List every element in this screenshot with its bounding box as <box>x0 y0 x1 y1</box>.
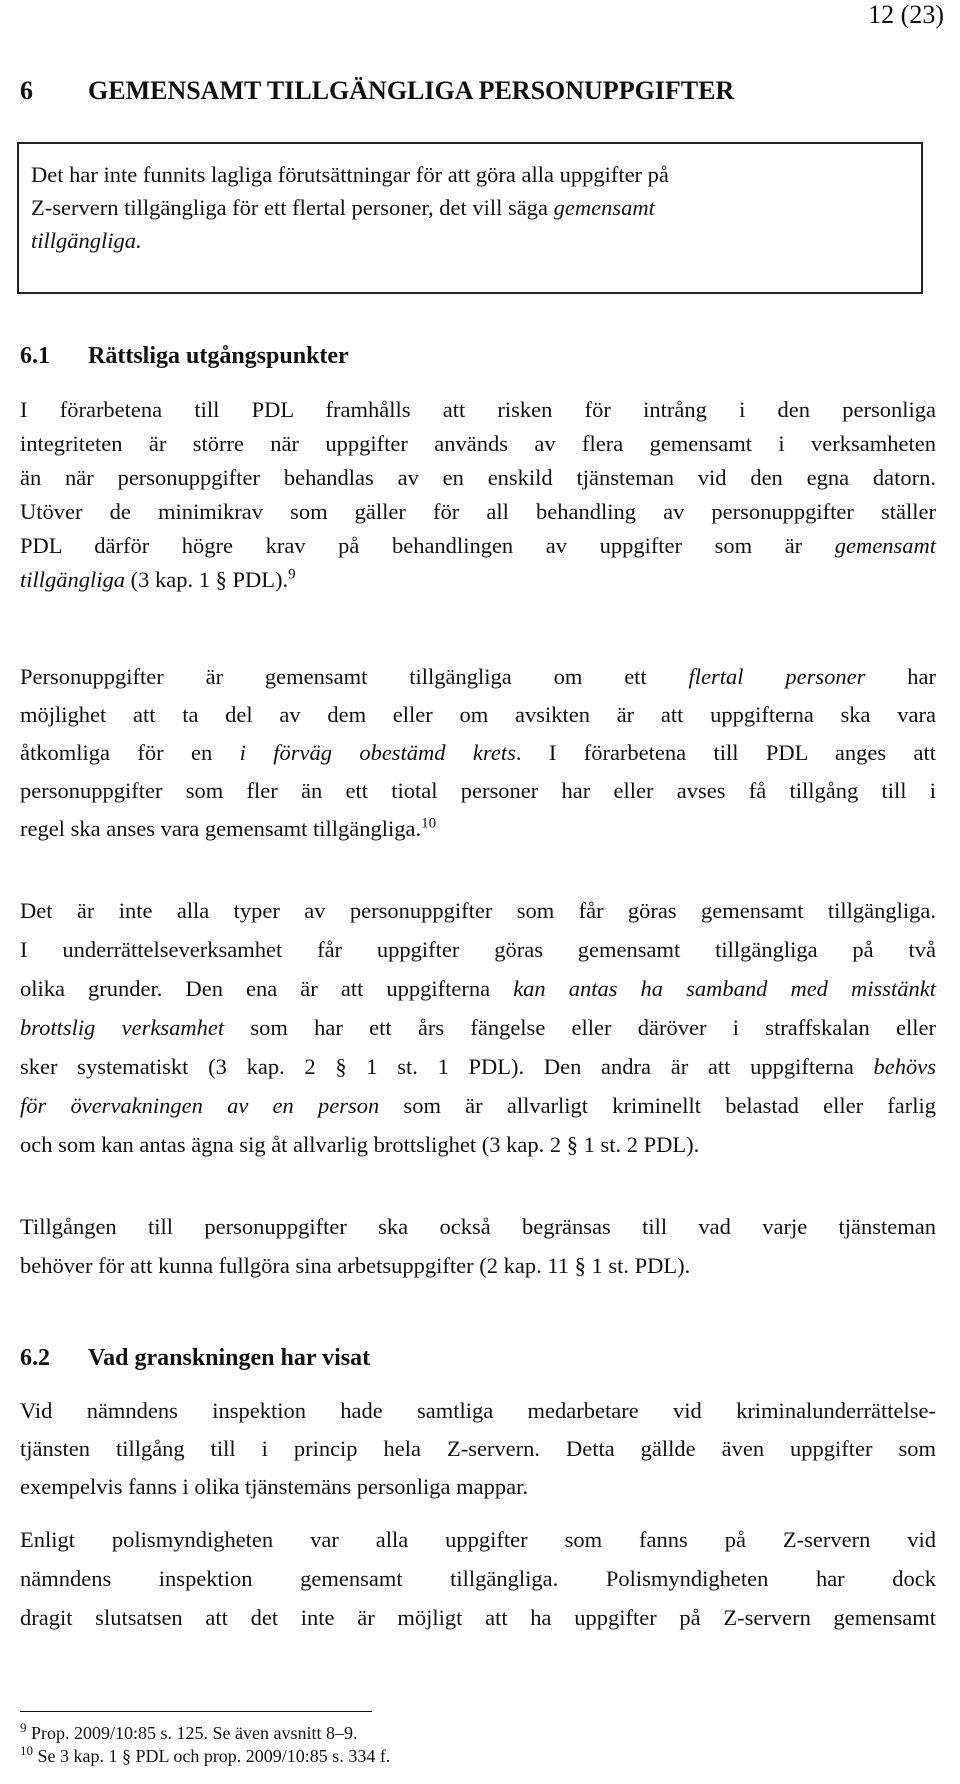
text-line <box>20 1086 936 1125</box>
text: som är allvarligt kriminellt belastad eller farlig <box>379 1093 937 1118</box>
text: PDL därför högre krav på behandlingen av uppgifter som är <box>20 533 835 558</box>
text-line: tjänsten tillgång till i princip hela Z-servern. Detta gällde även uppgifter som <box>20 1436 936 1461</box>
text-line <box>20 734 936 772</box>
text-line: behöver för att kunna fullgöra sina arbetsuppgifter (2 kap. 11 § 1 st. PDL). <box>20 1253 691 1278</box>
emphasis: i förväg obestämd krets <box>239 740 516 765</box>
section-title: Rättsliga utgångspunkter <box>88 343 349 369</box>
text-line <box>20 810 936 848</box>
footnote-text: Prop. 2009/10:85 s. 125. Se även avsnitt 8–9. <box>26 1723 358 1743</box>
emphasis: kan antas ha samband med misstänkt <box>513 976 936 1001</box>
emphasis: gemensamt <box>834 533 936 558</box>
emphasis: behövs <box>873 1054 936 1079</box>
text-line: I förarbetena till PDL framhålls att risken för intrång i den personliga <box>20 397 936 422</box>
chapter-number: 6 <box>20 76 33 105</box>
footnotes <box>20 1722 940 1768</box>
paragraph-definition <box>20 658 936 848</box>
text-line <box>20 658 936 696</box>
text-line: Tillgången till personuppgifter ska också begränsas till vad varje tjänsteman <box>20 1214 936 1239</box>
emphasis: tillgängliga <box>20 567 126 592</box>
chapter-heading <box>20 74 940 108</box>
text: som har ett års fängelse eller däröver i straffskalan eller <box>224 1015 936 1040</box>
text-line: integriteten är större när uppgifter används av flera gemensamt i verksamheten <box>20 431 936 456</box>
page-number: 12 (23) <box>868 0 944 29</box>
text-line: dragit slutsatsen att det inte är möjligt att ha uppgifter på Z-servern gemensamt <box>20 1605 936 1630</box>
section-number: 6.2 <box>20 1345 50 1371</box>
footnote-marker: 10 <box>20 1743 33 1758</box>
text-line: Vid nämndens inspektion hade samtliga medarbetare vid kriminalunderrättelse- <box>20 1398 936 1423</box>
text-line: Utöver de minimikrav som gäller för all behandling av personuppgifter ställer <box>20 499 936 524</box>
text: sker systematiskt (3 kap. 2 § 1 st. 1 PDL). Den andra är att uppgifterna <box>20 1054 874 1079</box>
text-line: personuppgifter som fler än ett tiotal personer har eller avses få tillgång till i <box>20 778 936 803</box>
text: Personuppgifter är gemensamt tillgängliga om ett <box>20 664 689 689</box>
text: (3 kap. 1 § PDL). <box>125 567 289 592</box>
section-heading-6-2 <box>20 1342 940 1374</box>
summary-line <box>31 191 909 224</box>
text-line <box>20 1008 936 1047</box>
summary-emphasis: gemensamt <box>553 195 655 220</box>
text-line: möjlighet att ta del av dem eller om avsikten är att uppgifterna ska vara <box>20 702 936 727</box>
summary-box <box>17 142 923 294</box>
footnote-9 <box>20 1722 940 1745</box>
text-line: Det är inte alla typer av personuppgifter som får göras gemensamt tillgängliga. <box>20 898 936 923</box>
section-title: Vad granskningen har visat <box>88 1345 371 1371</box>
summary-emphasis: tillgängliga. <box>31 228 142 253</box>
footnote-text: Se 3 kap. 1 § PDL och prop. 2009/10:85 s. 334 f. <box>33 1746 391 1766</box>
paragraph-findings <box>20 1392 936 1506</box>
text-line <box>20 969 936 1008</box>
footnote-divider <box>20 1711 372 1712</box>
text-line: än när personuppgifter behandlas av en enskild tjänsteman vid den egna datorn. <box>20 465 936 490</box>
paragraph-legal-basis <box>20 393 936 597</box>
text: olika grunder. Den ena är att uppgifterna <box>20 976 514 1001</box>
text-line: och som kan antas ägna sig åt allvarlig brottslighet (3 kap. 2 § 1 st. 2 PDL). <box>20 1132 700 1157</box>
text: har <box>865 664 936 689</box>
summary-line <box>31 224 909 257</box>
emphasis: flertal personer <box>688 664 866 689</box>
paragraph-grounds <box>20 891 936 1164</box>
paragraph-authority-view <box>20 1520 936 1637</box>
text-line <box>20 563 936 597</box>
emphasis: för övervakningen av en person <box>20 1093 380 1118</box>
text-line: nämndens inspektion gemensamt tillgängliga. Polismyndigheten har dock <box>20 1566 936 1591</box>
text-line: Enligt polismyndigheten var alla uppgifter som fanns på Z-servern vid <box>20 1527 936 1552</box>
footnote-ref[interactable]: 9 <box>288 566 296 583</box>
footnote-marker: 9 <box>20 1720 27 1735</box>
section-heading-6-1 <box>20 340 940 372</box>
section-number: 6.1 <box>20 343 50 369</box>
footnote-ref[interactable]: 10 <box>421 815 437 832</box>
emphasis: brottslig verksamhet <box>20 1015 225 1040</box>
text-line: exempelvis fanns i olika tjänstemäns personliga mappar. <box>20 1474 528 1499</box>
text: . I förarbetena till PDL anges att <box>515 740 937 765</box>
text-line <box>20 1047 936 1086</box>
text-line: I underrättelseverksamhet får uppgifter göras gemensamt tillgängliga på två <box>20 937 936 962</box>
summary-text: Z-servern tillgängliga för ett flertal personer, det vill säga <box>31 195 554 220</box>
text-line <box>20 529 936 563</box>
summary-line: Det har inte funnits lagliga förutsättningar för att göra alla uppgifter på <box>31 162 669 187</box>
footnote-10 <box>20 1745 940 1768</box>
text: regel ska anses vara gemensamt tillgängliga. <box>20 816 422 841</box>
chapter-title: GEMENSAMT TILLGÄNGLIGA PERSONUPPGIFTER <box>88 76 735 105</box>
paragraph-access-limit <box>20 1207 936 1285</box>
text: åtkomliga för en <box>20 740 240 765</box>
